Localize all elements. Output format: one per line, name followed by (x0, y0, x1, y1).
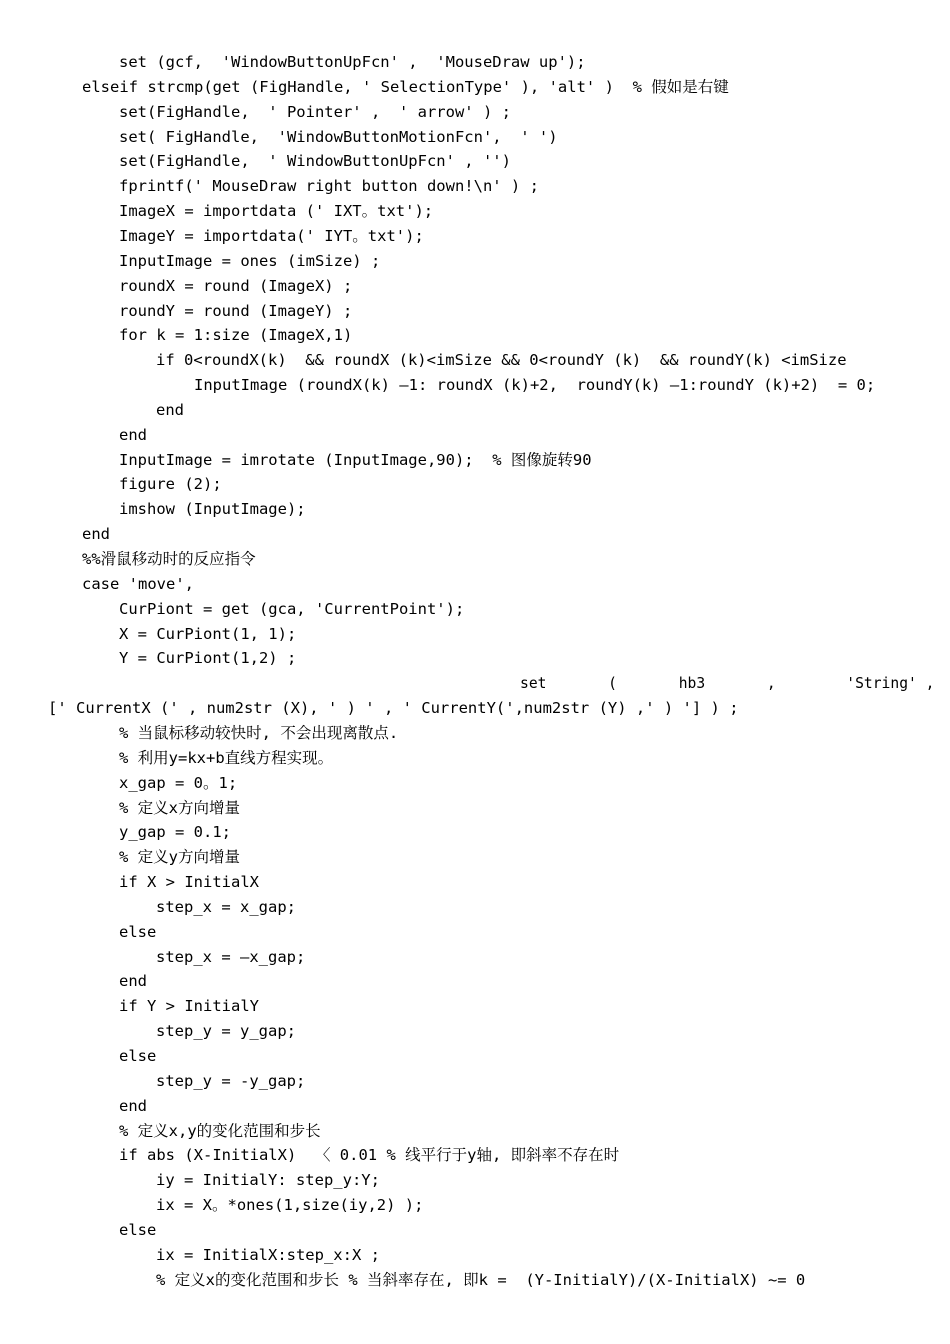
code-line: figure (2); (119, 475, 222, 494)
code-line: end (119, 972, 147, 991)
code-line: y_gap = 0.1; (119, 823, 231, 842)
code-line: ImageY = importdata(' IYT。txt'); (119, 226, 424, 245)
code-line: InputImage (roundX(k) —1: roundX (k)+2, roundY(k) —1:roundY (k)+2) = 0; (194, 376, 876, 395)
code-line: imshow (InputImage); (119, 500, 306, 519)
code-line: CurPiont = get (gca, 'CurrentPoint'); (119, 599, 465, 618)
code-line: % 定义x方向增量 (119, 798, 240, 817)
code-line: case 'move', (82, 574, 194, 593)
code-line: ix = X。*ones(1,size(iy,2) ); (156, 1196, 424, 1215)
code-line: end (119, 425, 147, 444)
code-line: ix = InitialX:step_x:X ; (156, 1245, 380, 1264)
code-line: InputImage = ones (imSize) ; (119, 251, 381, 270)
code-line: roundX = round (ImageX) ; (119, 276, 353, 295)
code-line: if X > InitialX (119, 873, 259, 892)
code-line: X = CurPiont(1, 1); (119, 624, 297, 643)
code-line: % 定义y方向增量 (119, 848, 240, 867)
code-line: step_y = -y_gap; (156, 1071, 306, 1090)
code-line: %%滑鼠移动时的反应指令 (82, 550, 256, 568)
code-line: set(FigHandle, ' Pointer' , ' arrow' ) ; (119, 102, 511, 121)
code-line: step_y = y_gap; (156, 1022, 296, 1041)
code-line: if abs (X-InitialX) 〈 0.01 % 线平行于y轴, 即斜率不存在时 (119, 1146, 620, 1165)
code-line: set ( hb3 , 'String' , (520, 674, 935, 693)
code-line: % 定义x的变化范围和步长 % 当斜率存在, 即k = (Y-InitialY)/(X-InitialX) ~= 0 (156, 1270, 806, 1289)
code-line: fprintf(' MouseDraw right button down!\n' ) ; (119, 177, 539, 196)
code-line: % 当鼠标移动较快时, 不会出现离散点. (119, 723, 399, 742)
code-line: else (119, 1047, 157, 1065)
code-line: x_gap = 0。1; (119, 773, 238, 792)
code-line: step_x = x_gap; (156, 897, 296, 916)
code-line: if 0<roundX(k) && roundX (k)<imSize && 0<roundY (k) && roundY(k) <imSize (156, 351, 847, 370)
code-line: InputImage = imrotate (InputImage,90); % 图像旋转90 (119, 450, 592, 469)
code-line: end (82, 525, 110, 544)
code-line: [' CurrentX (' , num2str (X), ' ) ' , ' CurrentY(',num2str (Y) ,' ) '] ) ; (48, 699, 739, 718)
code-line: roundY = round (ImageY) ; (119, 301, 353, 320)
code-line: set(FigHandle, ' WindowButtonUpFcn' , '') (119, 152, 511, 171)
code-line: if Y > InitialY (119, 997, 259, 1016)
code-line: end (156, 400, 184, 419)
code-line: else (119, 922, 157, 941)
code-line: iy = InitialY: step_y:Y; (156, 1171, 380, 1190)
code-line: step_x = —x_gap; (156, 947, 306, 966)
code-line: Y = CurPiont(1,2) ; (119, 649, 297, 668)
code-line: else (119, 1220, 157, 1239)
code-line: ImageX = importdata (' IXT。txt'); (119, 202, 434, 221)
code-line: % 定义x,y的变化范围和步长 (119, 1121, 321, 1140)
code-line: end (119, 1096, 147, 1115)
code-line: for k = 1:size (ImageX,1) (119, 326, 353, 345)
code-line: elseif strcmp(get (FigHandle, ' SelectionType' ), 'alt' ) % 假如是右键 (82, 77, 729, 96)
code-line: set( FigHandle, 'WindowButtonMotionFcn', ' ') (119, 127, 558, 146)
code-line: % 利用y=kx+b直线方程实现。 (119, 748, 334, 767)
code-line: set (gcf, 'WindowButtonUpFcn' , 'MouseDraw up'); (119, 53, 586, 71)
